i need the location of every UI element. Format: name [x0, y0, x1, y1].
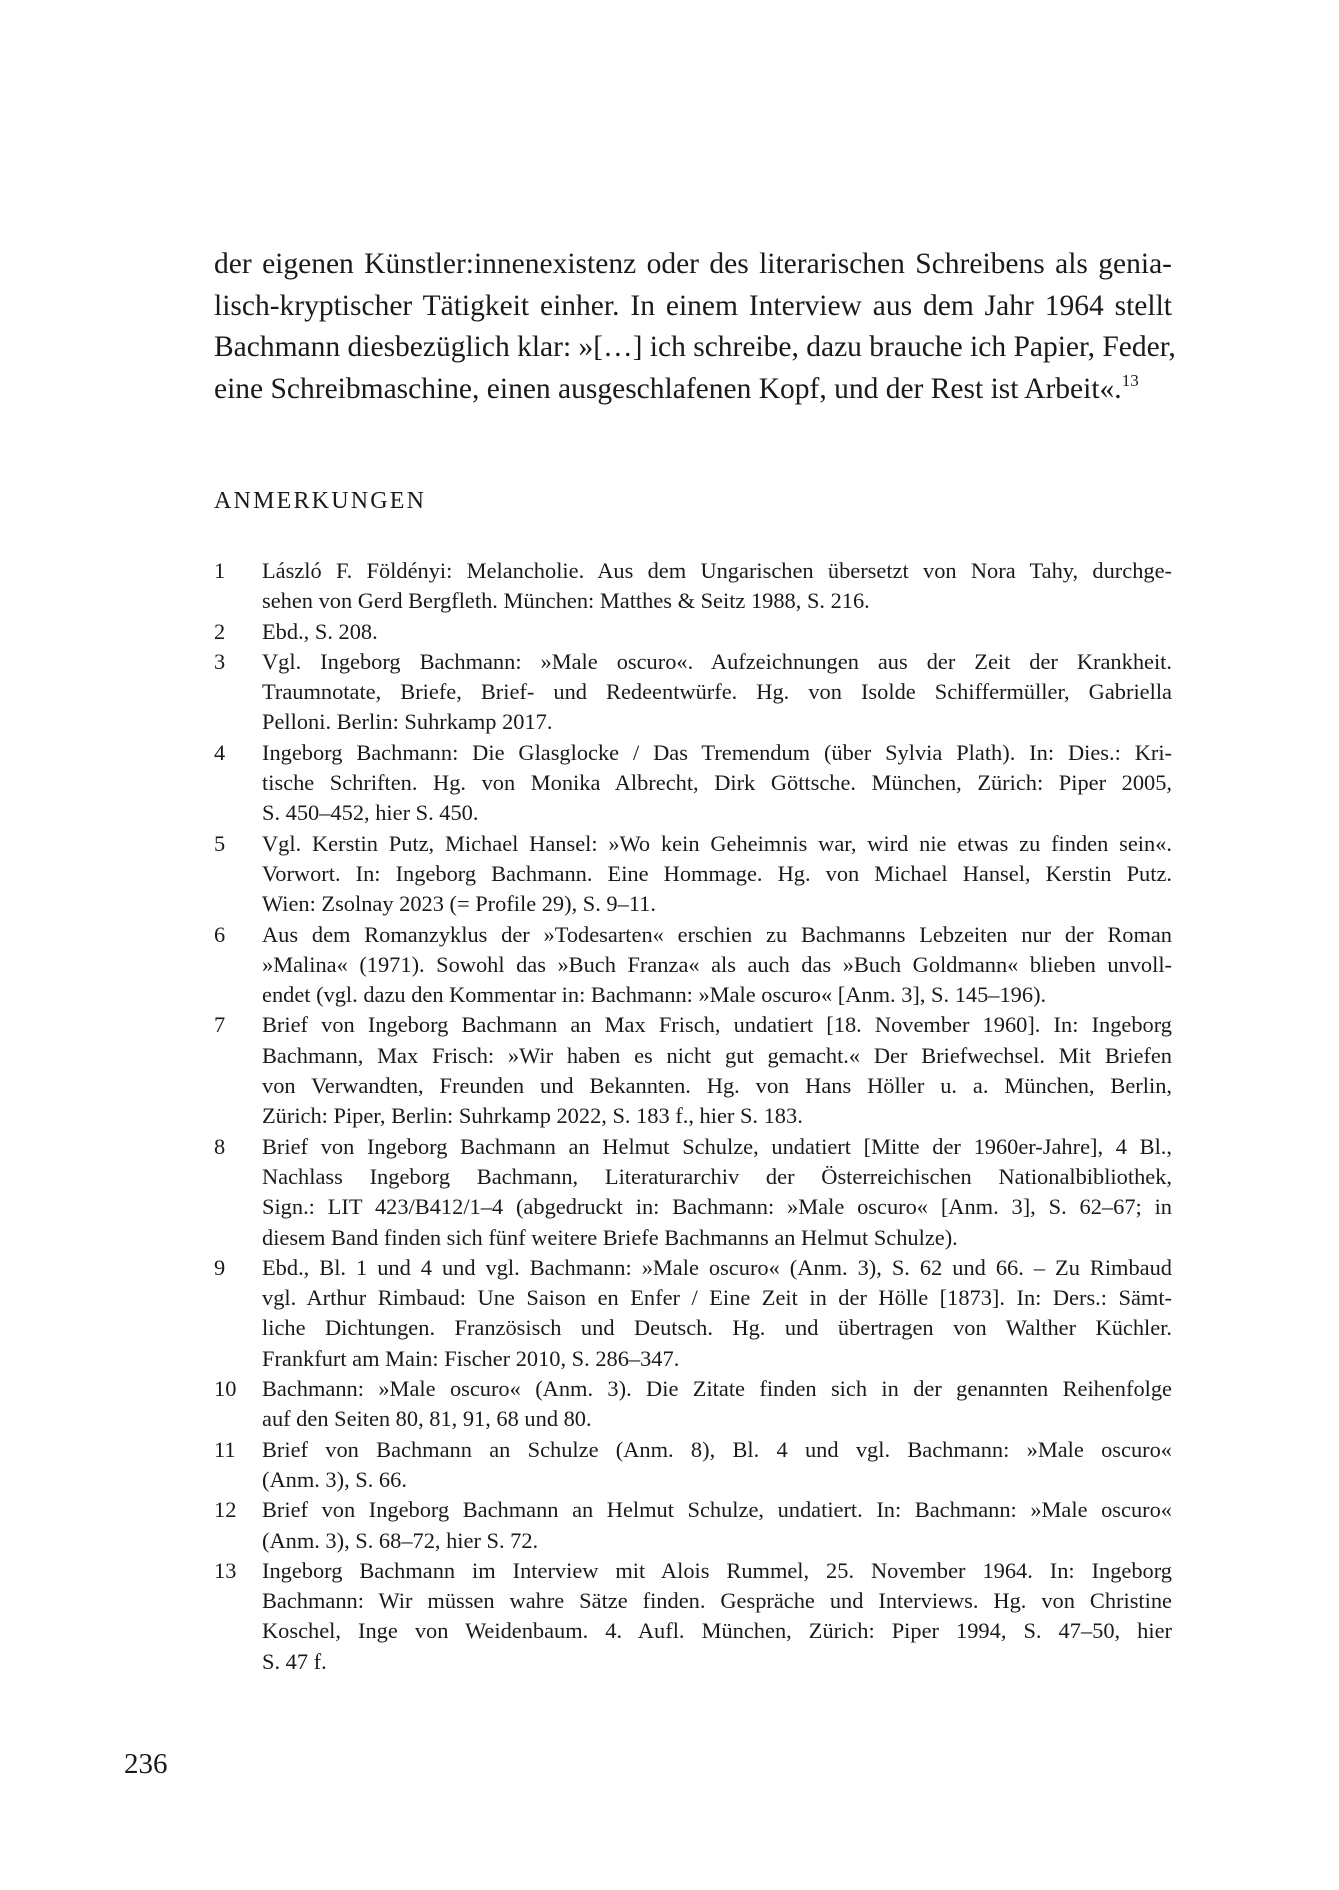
- note-line: Bachmann: Wir müssen wahre Sätze finden. Gespräche und Interviews. Hg. von Christine: [262, 1588, 1172, 1614]
- note-item: [214, 647, 1172, 738]
- note-line: László F. Földényi: Melancholie. Aus dem Ungarischen übersetzt von Nora Tahy, durchge-: [262, 558, 1172, 583]
- note-line: Brief von Ingeborg Bachmann an Helmut Schulze, undatiert. In: Bachmann: »Male oscuro«: [262, 1497, 1172, 1523]
- note-number: 9: [214, 1254, 226, 1280]
- note-line: liche Dichtungen. Französisch und Deutsch. Hg. und übertragen von Walther Küchler.: [262, 1315, 1172, 1341]
- note-item: [214, 920, 1172, 1011]
- note-line: Pelloni. Berlin: Suhrkamp 2017.: [262, 709, 553, 735]
- note-line: S. 450–452, hier S. 450.: [262, 800, 479, 826]
- note-line: Vgl. Ingeborg Bachmann: »Male oscuro«. Aufzeichnungen aus der Zeit der Krankheit.: [262, 648, 1172, 674]
- note-number: 2: [214, 618, 226, 644]
- note-text: [262, 1374, 1172, 1435]
- note-text: [262, 1132, 1172, 1253]
- note-line: Traumnotate, Briefe, Brief- und Redeentwürfe. Hg. von Isolde Schiffermüller, Gabriella: [262, 679, 1172, 705]
- note-item: [214, 556, 1172, 617]
- note-number: 5: [214, 830, 226, 856]
- note-item: [214, 1435, 1172, 1496]
- note-text: [262, 647, 1172, 738]
- note-number: 1: [214, 558, 226, 583]
- note-line: Vorwort. In: Ingeborg Bachmann. Eine Hommage. Hg. von Michael Hansel, Kerstin Putz.: [262, 860, 1172, 886]
- note-line: Frankfurt am Main: Fischer 2010, S. 286–347.: [262, 1345, 680, 1371]
- note-line: Wien: Zsolnay 2023 (= Profile 29), S. 9–11.: [262, 891, 656, 917]
- note-line: »Malina« (1971). Sowohl das »Buch Franza« als auch das »Buch Goldmann« blieben unvoll-: [262, 951, 1172, 977]
- body-line: der eigenen Künstler:innenexistenz oder des literarischen Schreibens als genia-: [214, 248, 1172, 280]
- body-line-text: eine Schreibmaschine, einen ausgeschlafenen Kopf, und der Rest ist Arbeit«.: [214, 373, 1122, 406]
- note-text: [262, 1435, 1172, 1496]
- note-item: [214, 738, 1172, 829]
- note-item: [214, 1132, 1172, 1253]
- note-text: [262, 829, 1172, 920]
- note-line: Ebd., Bl. 1 und 4 und vgl. Bachmann: »Male oscuro« (Anm. 3), S. 62 und 66. – Zu Rimbaud: [262, 1254, 1172, 1280]
- note-text: [262, 1253, 1172, 1374]
- footnote-reference: 13: [1121, 371, 1139, 391]
- note-text: [262, 738, 1172, 829]
- note-number: 10: [214, 1376, 237, 1402]
- note-text: [262, 1556, 1172, 1677]
- body-line: lisch-kryptischer Tätigkeit einher. In einem Interview aus dem Jahr 1964 stellt: [214, 289, 1172, 322]
- note-number: 6: [214, 921, 226, 947]
- note-line: Brief von Ingeborg Bachmann an Helmut Schulze, undatiert [Mitte der 1960er-Jahre], 4 Bl.,: [262, 1133, 1172, 1159]
- note-line: Koschel, Inge von Weidenbaum. 4. Aufl. München, Zürich: Piper 1994, S. 47–50, hier: [262, 1618, 1172, 1644]
- note-line: Brief von Ingeborg Bachmann an Max Frisch, undatiert [18. November 1960]. In: Ingeborg: [262, 1012, 1172, 1038]
- note-line: Brief von Bachmann an Schulze (Anm. 8), Bl. 4 und vgl. Bachmann: »Male oscuro«: [262, 1436, 1172, 1462]
- note-line: Vgl. Kerstin Putz, Michael Hansel: »Wo kein Geheimnis war, wird nie etwas zu finden sein«.: [262, 830, 1172, 856]
- page-number: 236: [124, 1748, 168, 1780]
- notes-list: [214, 556, 1172, 1677]
- note-number: 11: [214, 1436, 236, 1462]
- note-item: [214, 1495, 1172, 1556]
- note-number: 12: [214, 1497, 237, 1523]
- note-number: 8: [214, 1133, 226, 1159]
- note-line: Bachmann: »Male oscuro« (Anm. 3). Die Zitate finden sich in der genannten Reihenfolge: [262, 1376, 1172, 1402]
- note-line: Aus dem Romanzyklus der »Todesarten« erschien zu Bachmanns Lebzeiten nur der Roman: [262, 921, 1172, 947]
- body-paragraph: [214, 244, 1176, 411]
- note-item: [214, 1253, 1172, 1374]
- note-text: [262, 1495, 1172, 1556]
- note-text: [262, 920, 1172, 1011]
- note-line: S. 47 f.: [262, 1648, 327, 1674]
- note-line: sehen von Gerd Bergfleth. München: Matthes & Seitz 1988, S. 216.: [262, 588, 870, 614]
- note-text: [262, 617, 1172, 647]
- notes-heading: ANMERKUNGEN: [214, 488, 427, 514]
- note-text: [262, 1010, 1172, 1131]
- note-line: diesem Band finden sich fünf weitere Briefe Bachmanns an Helmut Schulze).: [262, 1224, 958, 1250]
- note-item: [214, 1010, 1172, 1131]
- note-line: endet (vgl. dazu den Kommentar in: Bachmann: »Male oscuro« [Anm. 3], S. 145–196).: [262, 982, 1047, 1008]
- note-line: (Anm. 3), S. 68–72, hier S. 72.: [262, 1527, 539, 1553]
- note-line: tische Schriften. Hg. von Monika Albrecht, Dirk Göttsche. München, Zürich: Piper 2005,: [262, 770, 1172, 796]
- note-number: 4: [214, 739, 226, 765]
- note-number: 7: [214, 1012, 226, 1038]
- note-text: [262, 556, 1172, 617]
- note-line: vgl. Arthur Rimbaud: Une Saison en Enfer / Eine Zeit in der Hölle [1873]. In: Ders.: Sämt-: [262, 1285, 1172, 1311]
- body-line: Bachmann diesbezüglich klar: »[…] ich schreibe, dazu brauche ich Papier, Feder,: [214, 331, 1176, 364]
- note-item: [214, 829, 1172, 920]
- note-line: Nachlass Ingeborg Bachmann, Literaturarchiv der Österreichischen Nationalbibliothek,: [262, 1163, 1172, 1189]
- note-item: [214, 617, 1172, 647]
- note-line: Zürich: Piper, Berlin: Suhrkamp 2022, S. 183 f., hier S. 183.: [262, 1103, 803, 1129]
- note-line: Bachmann, Max Frisch: »Wir haben es nicht gut gemacht.« Der Briefwechsel. Mit Briefen: [262, 1042, 1172, 1068]
- note-number: 13: [214, 1557, 237, 1583]
- note-line: auf den Seiten 80, 81, 91, 68 und 80.: [262, 1406, 592, 1432]
- note-item: [214, 1556, 1172, 1677]
- note-line: Ingeborg Bachmann: Die Glasglocke / Das Tremendum (über Sylvia Plath). In: Dies.: Kri-: [262, 739, 1172, 765]
- note-item: [214, 1374, 1172, 1435]
- note-line: Ingeborg Bachmann im Interview mit Alois Rummel, 25. November 1964. In: Ingeborg: [262, 1557, 1172, 1583]
- note-line: Ebd., S. 208.: [262, 618, 378, 644]
- note-line: (Anm. 3), S. 66.: [262, 1466, 407, 1492]
- note-line: von Verwandten, Freunden und Bekannten. Hg. von Hans Höller u. a. München, Berlin,: [262, 1073, 1172, 1099]
- note-number: 3: [214, 648, 226, 674]
- note-line: Sign.: LIT 423/B412/1–4 (abgedruckt in: Bachmann: »Male oscuro« [Anm. 3], S. 62–67; in: [262, 1194, 1172, 1220]
- body-line-last: [214, 369, 1172, 411]
